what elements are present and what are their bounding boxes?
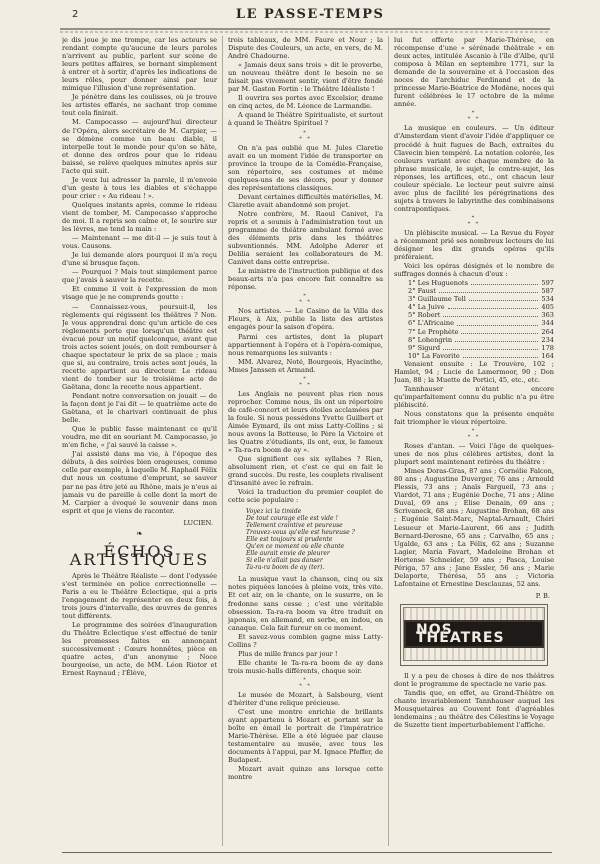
vote-count: 264 <box>541 327 554 336</box>
leader-dots <box>455 336 538 342</box>
article-paragraph: Que le public fasse maintenant ce qu'il voudra, me dit en souriant M. Campocasso, je m'en fiche, « j'ai sauvé la caisse ». <box>62 425 217 450</box>
leader-dots <box>457 319 538 325</box>
opera-ranking-list <box>394 279 554 359</box>
article-paragraph: MM. Alvarez, Noté, Bourgeois, Hyacinthe, Mmes Janssen et Armand. <box>228 357 383 374</box>
ranking-row <box>394 303 554 311</box>
article-paragraph: Je veux lui adresser la parole, il m'envoie d'un geste à tous les diables et s'échappe pour crier : « Au rideau ! ». <box>62 175 217 200</box>
bottom-border <box>62 852 552 853</box>
article-paragraph: Pendant notre conversation on jouait — de la façon dont je l'ai dit — le quatrième acte de Gaëtana, et le charivari continuait de plus belle. <box>62 392 217 425</box>
vote-count: 587 <box>541 287 554 296</box>
ranking-row <box>394 295 554 303</box>
article-paragraph: Nous constatons que la présente enquête fait triompher le vieux répertoire. <box>394 409 554 427</box>
verse-line: Trouvez-vous qu'elle est heureuse ? <box>246 529 355 537</box>
decorative-top-border <box>60 28 550 34</box>
leader-dots <box>471 279 538 285</box>
article-paragraph: je dis joue je me trompe, car les acteurs se rendant compte qu'aucune de leurs paroles n'arrivent au public, parlent sur scène de leurs petites affaires, se bornant simplement à entrer et à sortir, d'après les indications de leurs rôles, pour donner ainsi par leur mimique l'illusion d'une représentation. <box>62 36 217 93</box>
article-paragraph: Tannhauser n'étant encore qu'imparfaitement connu du public n'a pu être plébiscité. <box>394 384 554 409</box>
article-paragraph: « Jamais deux sans trois » dit le proverbe, un nouveau théâtre dont le besoin ne se faisait pas vivement sentir, vient d'être fondé par M. Gaston Fortin : le Théâtre Idéaliste ! <box>228 61 383 94</box>
ranking-row <box>394 344 554 352</box>
masthead-title: LE PASSE-TEMPS <box>235 6 385 22</box>
opera-name: 7° Le Prophète <box>408 327 459 336</box>
leader-dots <box>469 295 539 301</box>
asterism-divider: * * * <box>299 293 312 306</box>
article-paragraph: A quand le Théâtre Spiritualiste, et surtout à quand le Théâtre Spirituel ? <box>228 111 383 128</box>
article-paragraph: Nos artistes. — Le Casino de la Villa des Fleurs, à Aix, publie la liste des artistes engagés pour la saison d'opéra. <box>228 307 383 332</box>
section-title: ÉCHOS ARTISTIQUES <box>69 541 210 569</box>
article-paragraph: Devant certaines difficultés matérielles, M. Claretie avait abandonné son projet. <box>228 192 383 209</box>
article-paragraph: Il y a peu de choses à dire de nos théâtres dont le programme de spectacle ne varie pas. <box>394 671 554 688</box>
verse-line: Tellement craintive et peureuse <box>246 522 343 530</box>
leader-dots <box>461 328 538 334</box>
article-paragraph: Les Anglais ne peuvent plus rien nous reprocher. Comme nous, ils ont un répertoire de café-concert et leurs étoiles acclamées par la foule. Si nous possédons Yvette Guilbert et Aimée Eymard, ils ont miss Latty-Collins ; si nous avons la Botteuse, le Père la Victoire et les Quatre z'étudiants, ils ont, eux, le fameux « Ta-ra-ra boom de ay ». <box>228 389 383 455</box>
leader-dots <box>443 344 538 350</box>
vote-count: 534 <box>541 295 554 304</box>
article-paragraph: — Maintenant — me dit-il — je suis tout à vous. Causons. <box>62 234 217 251</box>
article-paragraph: Plus de mille francs par jour ! <box>238 649 338 658</box>
article-paragraph: M. Campocasso — aujourd'hui directeur de l'Opéra, alors secrétaire de M. Carpier, — se démène comme un beau diable, il interpelle tout le monde pour qu'on se hâte, et donne des ordres pour que le rideau baissé, se relève quelques minutes après sur l'acte qui suit. <box>62 118 217 175</box>
asterism-divider: * * * <box>299 375 312 388</box>
ornament-divider: ❧ <box>136 528 143 538</box>
article-paragraph: — Pourquoi ? Mais tout simplement parce que j'avais à sauver la recette. <box>62 268 217 285</box>
asterism-divider: * * * <box>467 214 481 227</box>
article-paragraph: — Connaissez-vous, poursuit-il, les règlements qui régissent les théâtres ? Non. Je vous apprendrai donc qu'un article de ces règlements porte que lorsqu'un théâtre est évacué pour un motif quelconque, avant que trois actes soient joués, on doit rembourser à chaque spectateur le prix de sa place ; mais que si, au contraire, trois actes sont joués, la recette appartient au directeur. Le rideau vient de tomber sur le troisième acte de Gaëtana, donc la recette nous appartient. <box>62 302 217 391</box>
article-paragraph: On n'a pas oublié que M. Jules Claretie avait eu un moment l'idée de transporter en province la troupe de la Comédie-Française, son répertoire, ses costumes et même quelques-uns de ses décors, pour y donner des représentations classiques. <box>228 143 383 192</box>
opera-name: 2° Faust <box>408 287 436 296</box>
leader-dots <box>463 352 539 358</box>
ranking-row <box>394 319 554 327</box>
opera-name: 1° Les Huguenots <box>408 279 468 288</box>
vote-count: 344 <box>541 319 554 328</box>
asterism-divider: * * * <box>467 428 481 441</box>
asterism-divider: * * * <box>467 110 481 123</box>
author-signature: LUCIEN. <box>183 518 213 527</box>
page-header <box>72 4 562 24</box>
opera-name: 8° Lohengrin <box>408 335 453 344</box>
column-3 <box>394 36 554 854</box>
opera-name: 4° La Juive <box>408 303 445 312</box>
article-paragraph: Je lui demande alors pourquoi il m'a reçu d'une si brusque façon. <box>62 251 217 268</box>
article-paragraph: lui fut offerte par Marie-Thérèse, en récompense d'une « sérénade théâtrale » en deux actes, intitulée Ascanio à l'île d'Albe, qu'il composa à Milan en septembre 1771, sur la demande de la souveraine et à l'occasion des noces de l'archiduc Ferdinand et de la princesse Marie-Béatrice de Modène, noces qui furent célébrées le 17 octobre de la même année. <box>394 36 554 109</box>
opera-name: 9° Sigurd <box>408 343 441 352</box>
column-2 <box>228 36 383 854</box>
opera-name: 10° La Favorite <box>408 351 460 360</box>
opera-name: 3° Guillaume Tell <box>408 295 466 304</box>
column-divider <box>222 36 223 846</box>
article-paragraph: Parmi ces artistes, dont la plupart appartiennent à l'opéra et à l'opéra-comique, nous remarquons les suivants : <box>228 332 383 357</box>
ranking-row <box>394 311 554 319</box>
section-banner-frame <box>400 604 548 666</box>
vote-count: 597 <box>541 279 554 288</box>
vote-count: 178 <box>541 343 554 352</box>
article-paragraph: Le programme des soirées d'inauguration du Théâtre Éclectique s'est effectué de tenir les promesses faites en annonçant successivement : Cœurs honnêtes, pièce en quatre actes, d'un anonyme ; Noce bourgeoise, un acte, de MM. Léon Riotor et Ernest Raynaud ; l'Élève, <box>62 621 217 678</box>
article-paragraph: La musique en couleurs. — Un éditeur d'Amsterdam vient d'avoir l'idée d'appliquer ce procédé à huit fugues de Bach, extraites du Clavecin bien tempéré. La notation colorée, les couleurs variant avec chaque membre de la phrase musicale, le sujet, le contre-sujet, les réponses, les artifices, etc., ont chacun leur couleur spéciale. Le lecteur peut suivre ainsi avec plus de facilité les pérégrinations des sujets à travers le labyrinthe des combinaisons contrapontiques. <box>394 124 554 213</box>
article-paragraph: Voici les opéras désignés et le nombre de suffrages donnés à chacun d'eux : <box>394 262 554 279</box>
article-paragraph: Tandis que, en effet, au Grand-Théâtre on chante invariablement Tannhauser auquel les Mousquetaires au Couvent font d'agréables lendemains ; au théâtre des Célestins le Voyage de Suzette tient imperturbablement l'affiche. <box>394 689 554 730</box>
column-divider <box>388 36 389 846</box>
article-paragraph: Mmes Doras-Gras, 87 ans ; Cornélie Falcon, 80 ans ; Augustine Duverger, 76 ans ; Arnould Plessis, 73 ans ; Anaïs Fargueil, 73 ans ; Viardot, 71 ans ; Eugénie Doche, 71 ans ; Aline Duval, 69 ans ; Elise Denain, 69 ans ; Scrivaneck, 68 ans ; Augustine Brohan, 68 ans ; Eugénie Saint-Marc, Naptal-Arnault, Chéri Lesueur et Marie-Laurent, 66 ans ; Judith Bernard-Derosne, 65 ans ; Carvalho, 65 ans ; Ugalde, 63 ans ; La Félix, 62 ans ; Suzanne Lagier, Maria Favart, Madeleine Brohan et Hortense Schneider, 59 ans ; Pasca, Louise Périga, 57 ans ; Jane Essler, 56 ans ; Marie Delaporte, Thérésa, 55 ans ; Victoria Lafontaine et Ernestine Desclauzas, 52 ans. <box>394 467 554 588</box>
page-number: 2 <box>72 8 79 20</box>
vote-count: 234 <box>541 335 554 344</box>
article-paragraph: Mozart avait quinze ans lorsque cette montre <box>228 765 383 782</box>
article-paragraph: Quelques instants après, comme le rideau vient de tomber, M. Campocasso s'approche de moi. Il a repris son calme et, le sourire sur les lèvres, me tend la main : <box>62 200 217 234</box>
article-paragraph: Roses d'antan. — Voici l'âge de quelques-unes de nos plus célèbres artistes, dont la plupart sont maintenant retirées du théâtre : <box>394 442 554 467</box>
article-paragraph: Notre confrère, M. Raoul Canivet, l'a repris et a soumis à l'administration tout un programme de théâtre ambulant formé avec des éléments pris dans les théâtres subventionnés. MM. Adolphe Aderer et Delilia seraient les collaborateurs de M. Canivet dans cette entreprise. <box>228 209 383 267</box>
ranking-row <box>394 279 554 287</box>
opera-name: 6° L'Africaine <box>408 319 455 328</box>
article-paragraph: C'est une montre enrichie de brillants ayant appartenu à Mozart et portant sur la boîte en émail le portrait de l'impératrice Marie-Thérèse. Elle a été léguée par clause testamentaire au musée, avec tous les documents à l'appui, par M. Ignace Pfeffer, de Budapest. <box>228 708 383 765</box>
article-paragraph: Et savez-vous combien gagne miss Latty-Collins ? <box>228 632 383 649</box>
article-paragraph: Je pénètre dans les coulisses, où je trouve les artistes effarés, ne sachant trop comme tout cela finirait. <box>62 93 217 118</box>
author-signature: P. B. <box>535 591 550 600</box>
verse-line: Si elle n'allait pas danser <box>246 557 323 565</box>
article-paragraph: Que signifient ces six syllabes ? Rien, absolument rien, et c'est ce qui en fait le grand succès. Du reste, les couplets rivalisent d'insanité avec le refrain. <box>228 455 383 488</box>
column-1 <box>62 36 217 854</box>
verse-line: Elle est toujours si prudente <box>246 536 333 544</box>
asterism-divider: * * * <box>299 676 312 689</box>
article-paragraph: Et comme il voit à l'expression de mon visage que je ne comprends goutte : <box>62 285 217 302</box>
song-verse <box>246 508 383 571</box>
verse-line: Ta-ra-ra boom de ay (ter). <box>246 564 325 572</box>
article-paragraph: La musique vaut la chanson, cinq ou six notes piquées lancées à pleine voix, très vite. Et cet air, on le chante, on le susurre, on le fredonne sans cesse ; c'est une véritable obsession. Ta-ra-ra boom va être traduit en japonais, en allemand, en serbe, en indou, en canaque. Cela fait fureur en ce moment. <box>228 575 383 632</box>
asterism-divider: * * * <box>299 129 312 142</box>
article-paragraph: Après le Théâtre Réaliste — dont l'odyssée s'est terminée en police correctionnelle — Paris a eu le Théâtre Éclectique, qui a pris l'engagement de représenter en deux fois, à trois jours d'intervalle, des œuvres de genres tout différents. <box>62 571 217 621</box>
opera-name: 5° Robert <box>408 311 441 320</box>
article-paragraph: J'ai assisté dans ma vie, à l'époque des débuts, à des soirées bien orageuses, comme celle par exemple, à laquelle M. Raphaël Félix dut nous un costume d'emprunt, se sauver par ne pas être jeté au Rhône, mais je n'eus ai jamais vu de pareille à celle dont la mort de M. Carpier a évoqué le souvenir dans mon esprit et que je viens de raconter. <box>62 450 217 515</box>
vote-count: 363 <box>541 311 554 320</box>
article-paragraph: Venaient ensuite : Le Trouvère, 102 ; Hamlet, 94 ; Lucie de Lamermoor, 90 ; Don Juan, 88 ; la Muette de Portici, 45, etc., etc. <box>394 359 554 384</box>
article-paragraph: Le ministre de l'instruction publique et des beaux-arts n'a pas encore fait connaître sa réponse. <box>228 267 383 292</box>
leader-dots <box>448 303 539 309</box>
article-paragraph: trois tableaux, de MM. Faure et Nour ; la Dispute des Couleurs, un acte, en vers, de M. André Chadourne. <box>228 36 383 61</box>
article-paragraph: Il ouvrira ses portes avec Excelsior, drame en cinq actes, de M. Léonce de Larmandie. <box>228 94 383 111</box>
verse-line: Qu'en ce moment où elle chante <box>246 543 345 551</box>
verse-line: Voyez ici la timide <box>246 508 302 516</box>
leader-dots <box>443 311 538 317</box>
ranking-row <box>394 287 554 295</box>
article-paragraph: Le musée de Mozart, à Salsbourg, vient d'hériter d'une relique précieuse. <box>228 690 383 707</box>
article-paragraph: Voici la traduction du premier couplet de cette scie populaire : <box>228 488 383 505</box>
vote-count: 164 <box>541 351 554 360</box>
banner-background <box>403 607 545 661</box>
ranking-row <box>394 336 554 344</box>
verse-line: Elle aurait envie de pleurer <box>246 550 330 558</box>
ranking-row <box>394 328 554 336</box>
article-paragraph: Elle chante le Ta-ra-ra boom de ay dans trois music-halls différents, chaque soir. <box>228 658 383 675</box>
verse-line: De tout courage elle est vide ! <box>246 515 338 523</box>
leader-dots <box>439 287 538 293</box>
vote-count: 405 <box>541 303 554 312</box>
ranking-row <box>394 352 554 360</box>
article-paragraph: Un plébiscite musical. — La Revue du Foyer a récemment prié ses nombreux lecteurs de lui désigner les dix grands opéras qu'ils préféraient. <box>394 228 554 262</box>
section-banner-title: NOS THÉATRES <box>404 620 544 648</box>
